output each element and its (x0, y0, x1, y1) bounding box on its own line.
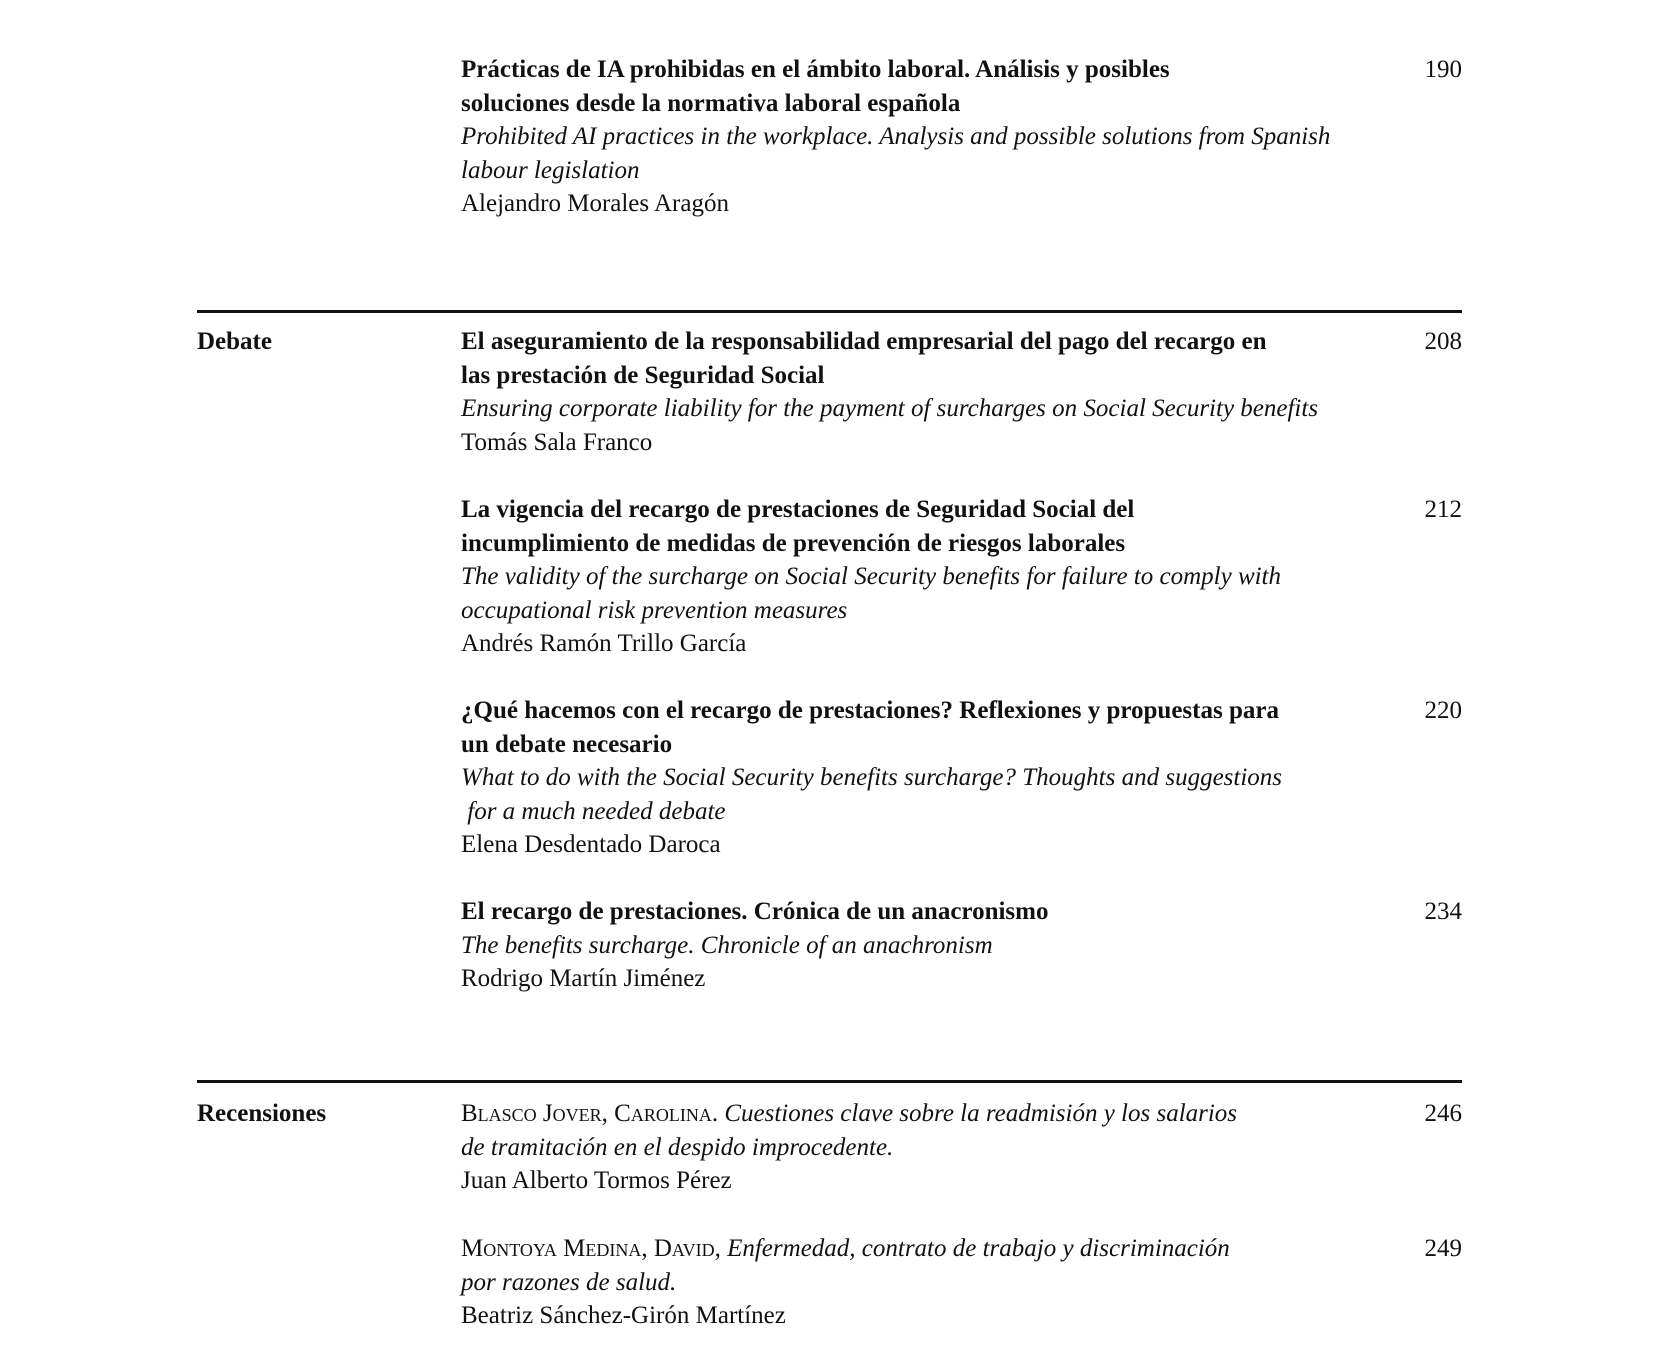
entry-title-line: las prestación de Seguridad Social (461, 361, 825, 389)
entry-subtitle-line: The validity of the surcharge on Social Security benefits for failure to comply with (461, 563, 1282, 590)
entry-subtitle-line: occupational risk prevention measures (461, 596, 848, 624)
entry-title-line: Prácticas de IA prohibidas en el ámbito laboral. Análisis y posibles (461, 56, 1170, 83)
section-divider (197, 310, 1462, 313)
entry-subtitle-line: for a much needed debate (461, 797, 726, 825)
entry-title-line: El recargo de prestaciones. Crónica de un anacronismo (461, 898, 1049, 925)
entry-title-line: La vigencia del recargo de prestaciones de Seguridad Social del (461, 496, 1135, 523)
entry-subtitle-line: What to do with the Social Security benefits surcharge? Thoughts and suggestions (461, 764, 1283, 791)
entry-author: Rodrigo Martín Jiménez (461, 965, 706, 992)
entry-author: Juan Alberto Tormos Pérez (461, 1167, 732, 1194)
entry-author: Alejandro Morales Aragón (461, 190, 729, 217)
entry-page-number: 190 (1424, 56, 1462, 83)
review-title: Cuestiones clave sobre la readmisión y los salarios (724, 1100, 1238, 1127)
review-author: Montoya Medina, David, (461, 1235, 721, 1262)
entry-title-line: un debate necesario (461, 730, 673, 758)
entry-author: Tomás Sala Franco (461, 428, 653, 456)
review-citation-line (461, 1232, 1351, 1266)
review-title: Enfermedad, contrato de trabajo y discriminación (727, 1235, 1230, 1262)
entry-author: Elena Desdentado Daroca (461, 831, 721, 858)
entry-subtitle-line: Prohibited AI practices in the workplace. Analysis and possible solutions from Spanish (461, 123, 1331, 150)
entry-page-number: 212 (1424, 496, 1462, 523)
section-label-debate: Debate (197, 328, 272, 355)
entry-title-line: soluciones desde la normativa laboral española (461, 89, 961, 117)
review-title-line: por razones de salud. (461, 1268, 677, 1296)
entry-page-number: 246 (1424, 1100, 1462, 1127)
toc-entry[interactable] (461, 53, 1351, 221)
toc-entry[interactable] (461, 325, 1351, 459)
entry-author: Beatriz Sánchez-Girón Martínez (461, 1302, 786, 1329)
toc-entry[interactable] (461, 1097, 1351, 1198)
entry-page-number: 249 (1424, 1235, 1462, 1262)
toc-entry[interactable] (461, 694, 1351, 862)
entry-page-number: 220 (1424, 697, 1462, 724)
toc-entry[interactable] (461, 1232, 1351, 1333)
review-title-line: de tramitación en el despido improcedente. (461, 1133, 894, 1161)
review-author: Blasco Jover, Carolina. (461, 1100, 719, 1127)
entry-page-number: 208 (1424, 328, 1462, 355)
toc-entry[interactable] (461, 493, 1351, 661)
review-citation-line (461, 1097, 1351, 1131)
entry-subtitle-line: The benefits surcharge. Chronicle of an anachronism (461, 931, 993, 959)
toc-entry[interactable] (461, 895, 1351, 996)
entry-title-line: incumplimiento de medidas de prevención de riesgos laborales (461, 529, 1126, 557)
entry-title-line: El aseguramiento de la responsabilidad empresarial del pago del recargo en (461, 328, 1267, 355)
section-divider (197, 1080, 1462, 1083)
entry-subtitle-line: labour legislation (461, 156, 640, 184)
entry-subtitle-line: Ensuring corporate liability for the payment of surcharges on Social Security benefits (461, 395, 1319, 422)
section-label-recensiones: Recensiones (197, 1100, 327, 1127)
entry-author: Andrés Ramón Trillo García (461, 630, 747, 657)
entry-page-number: 234 (1424, 898, 1462, 925)
entry-title-line: ¿Qué hacemos con el recargo de prestaciones? Reflexiones y propuestas para (461, 697, 1279, 724)
